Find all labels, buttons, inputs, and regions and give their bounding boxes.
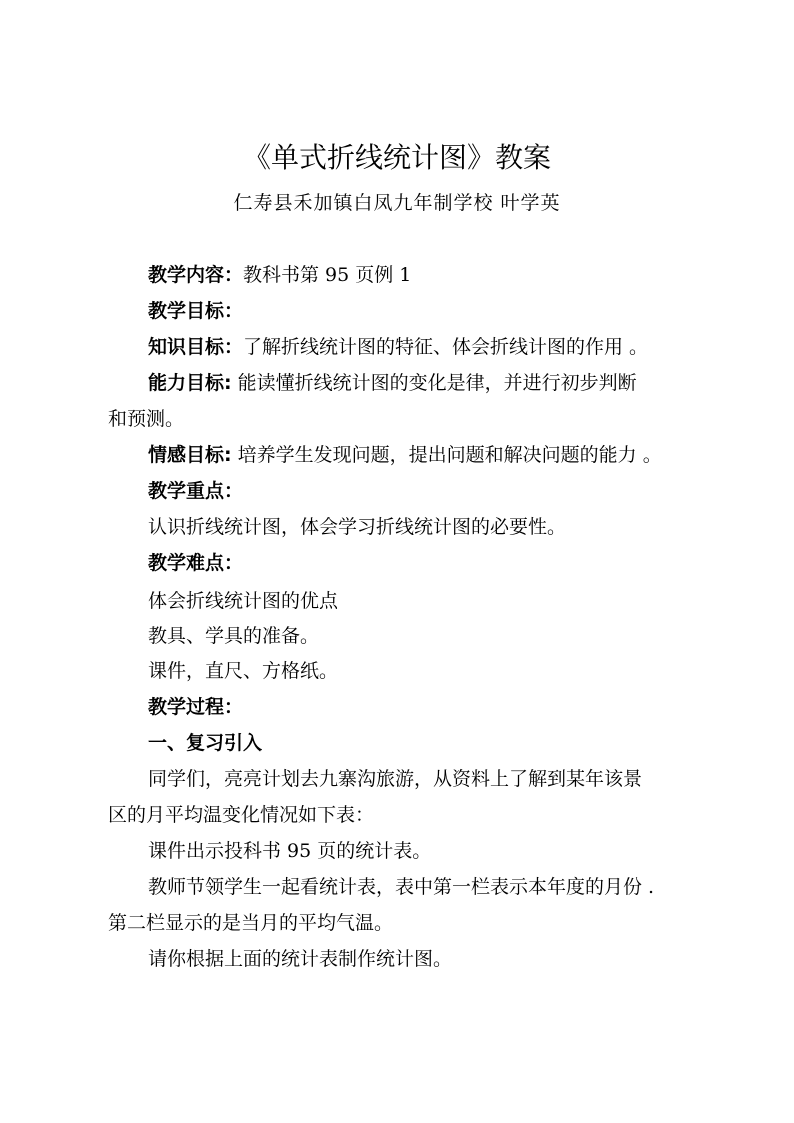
paragraph-1-line-1: 同学们，亮亮计划去九寨沟旅游，从资料上了解到某年该景 [148,768,643,790]
paragraph-3-line-1: 教师节领学生一起看统计表，表中第一栏表示本年度的月份 . [148,876,655,898]
teaching-content-line [148,262,411,288]
ability-goal-label: 能力目标: [148,372,232,394]
knowledge-goal-label: 知识目标： [148,336,244,358]
teaching-focus-label: 教学重点： [148,480,244,502]
knowledge-goal-text: 了解折线统计图的特征、体会折线计图的作用 。 [243,336,649,358]
ability-goal-line [148,370,637,396]
teaching-focus-text: 认识折线统计图，体会学习折线统计图的必要性。 [148,516,567,538]
teaching-difficulty-label: 教学难点： [148,552,244,574]
teaching-process-label: 教学过程： [148,696,244,718]
teaching-prep-text: 教具、学具的准备。 [148,625,320,647]
emotion-goal-text: 培养学生发现问题，提出问题和解决问题的能力 。 [231,444,662,466]
teaching-difficulty-text: 体会折线统计图的优点 [148,590,339,612]
teaching-goals-label: 教学目标： [148,300,244,322]
paragraph-2: 课件出示投科书 95 页的统计表。 [148,840,432,862]
ability-goal-text: 能读懂折线统计图的变化是律，并进行初步判断 [231,372,637,394]
paragraph-3-line-2: 第二栏显示的是当月的平均气温。 [108,912,394,934]
teaching-process-heading [148,694,243,720]
teaching-tools-text: 课件，直尺、方格纸。 [148,660,339,682]
teaching-focus-heading [148,478,243,504]
paragraph-4: 请你根据上面的统计表制作统计图。 [148,948,453,970]
author-line: 仁寿县禾加镇白凤九年制学校 叶学英 [233,192,561,214]
paragraph-1-line-2: 区的月平均温变化情况如下表： [108,804,375,826]
emotion-goal-line [148,442,662,468]
section-1-heading: 一、复习引入 [148,732,263,754]
teaching-content-text: 教科书第 95 页例 1 [243,264,412,286]
teaching-content-label: 教学内容： [148,264,244,286]
document-title: 《单式折线统计图》教案 [242,141,551,174]
teaching-difficulty-heading [148,550,243,576]
ability-goal-continuation: 和预测。 [108,408,185,430]
teaching-goals-heading [148,298,243,324]
knowledge-goal-line [148,334,648,360]
emotion-goal-label: 情感目标: [148,444,232,466]
